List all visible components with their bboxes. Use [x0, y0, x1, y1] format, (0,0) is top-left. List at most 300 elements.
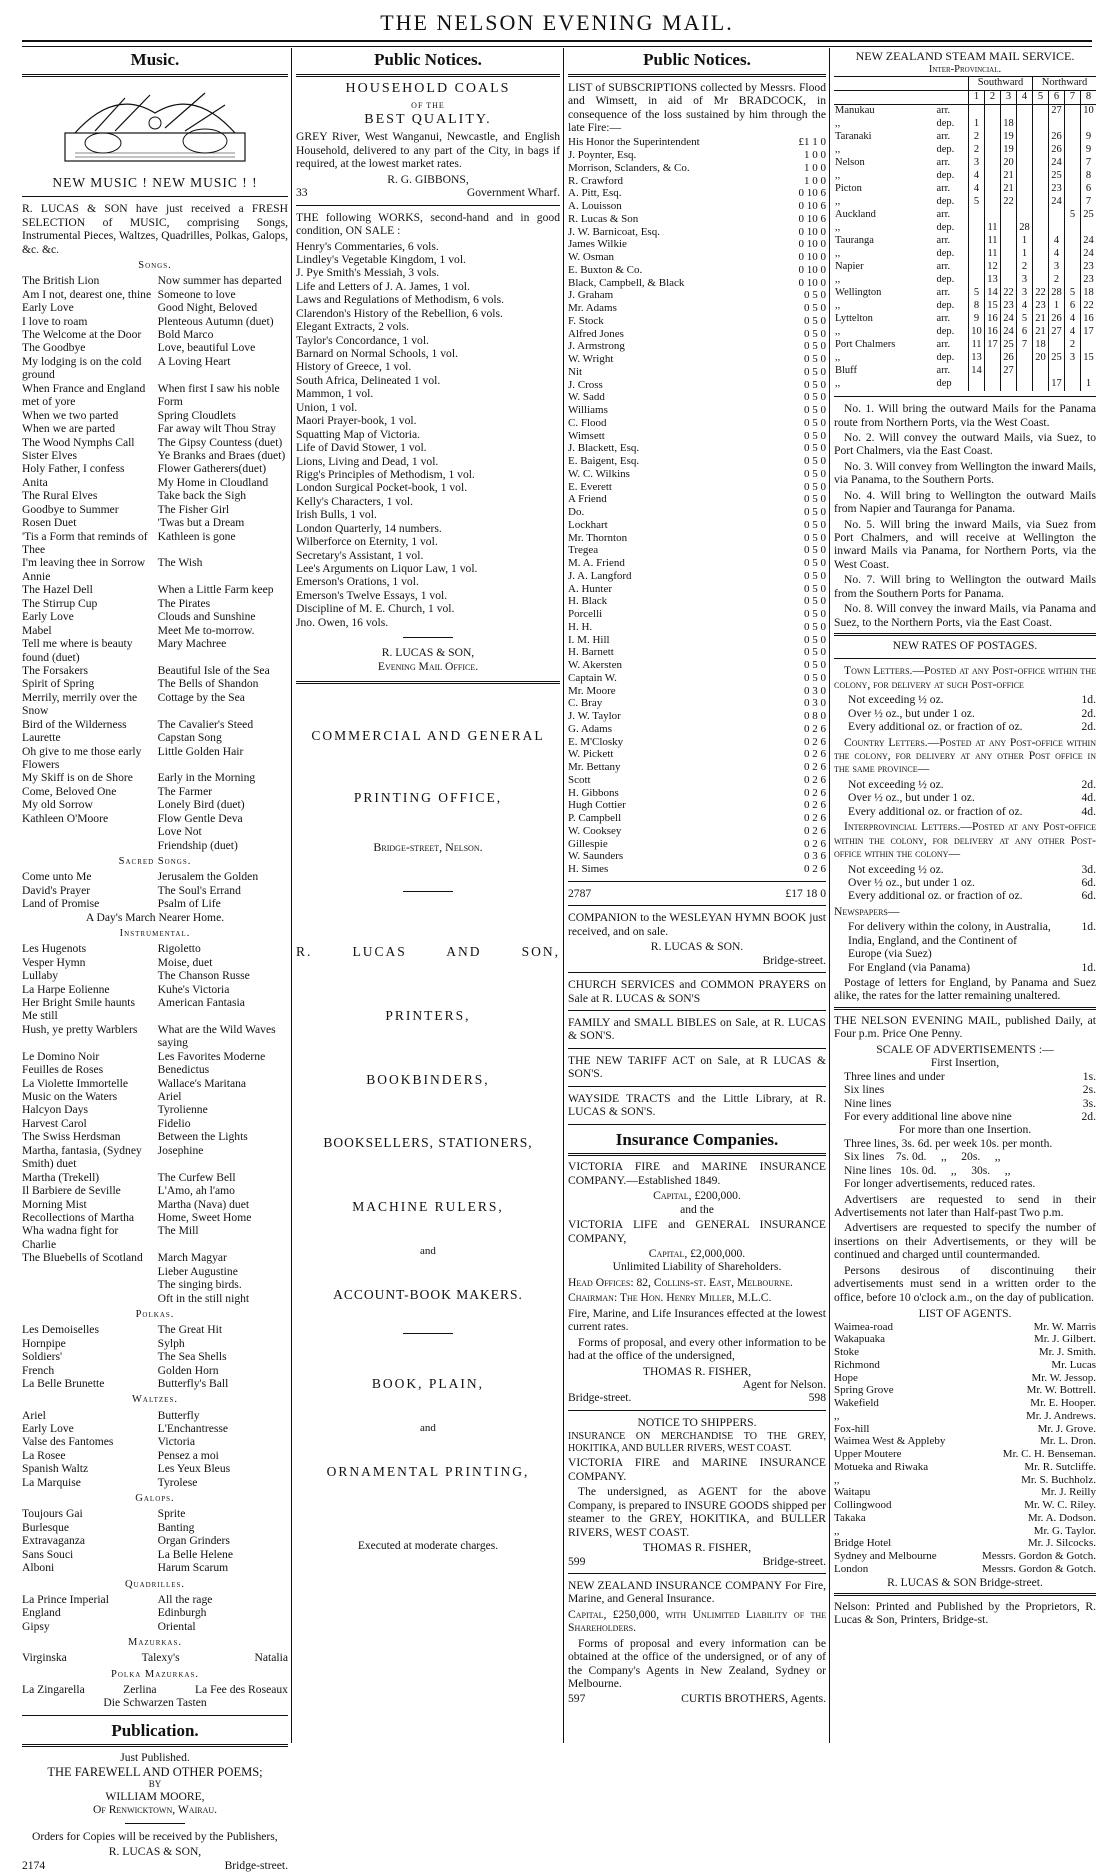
music-title: Love, beautiful Love — [157, 341, 256, 355]
subscriber-name: Mr. Thornton — [568, 531, 628, 544]
shippers-subtitle: INSURANCE ON MERCHANDISE TO THE GREY, HOKITIKA, AND BULLER RIVERS, WEST COAST. — [568, 1431, 826, 1454]
music-title: 'Tis a Form that reminds of Thee — [22, 529, 148, 557]
subscription-amount: 0 5 0 — [804, 416, 826, 429]
subscriber-name: A. Hunter — [568, 582, 612, 595]
mail-row — [834, 313, 1096, 326]
music-row — [22, 870, 288, 883]
mail-row — [834, 261, 1096, 274]
companion-sign: R. LUCAS & SON. — [650, 940, 744, 954]
music-row — [22, 1265, 288, 1278]
section-heading-public-notices-2: Public Notices. — [643, 50, 751, 69]
subscriber-name: Black, Campbell, & Black — [568, 276, 685, 289]
mail-port: Picton — [835, 183, 862, 195]
subscription-row — [568, 659, 826, 672]
mail-day: 4 — [1049, 248, 1065, 261]
music-title: Kathleen O'Moore — [22, 811, 109, 825]
rate-value: 2d. — [1081, 706, 1096, 720]
work-item: Wilberforce on Eternity, 1 vol. — [296, 535, 438, 549]
mail-day — [1065, 248, 1081, 261]
ad-rate — [844, 1070, 1096, 1083]
subscription-row — [568, 595, 826, 608]
music-title: Home, Sweet Home — [157, 1210, 252, 1224]
music-title: Banting — [157, 1520, 195, 1534]
mail-port: Port Chalmers — [835, 339, 896, 351]
mail-day — [1033, 170, 1049, 183]
subscription-row — [568, 366, 826, 379]
music-row — [22, 1476, 288, 1489]
mail-row — [834, 118, 1096, 131]
mail-day: 1 — [1017, 248, 1033, 261]
mail-day: 9 — [1081, 144, 1097, 157]
music-title: La Zingarella — [22, 1682, 85, 1696]
coals-footer: 33 Government Wharf. — [296, 186, 560, 200]
music-row — [22, 328, 288, 341]
mail-port: Napier — [835, 261, 864, 273]
music-title: Rigoletto — [157, 942, 201, 956]
postage-rate — [848, 693, 1096, 706]
subscription-amount: 0 5 0 — [804, 544, 826, 557]
rate-label: Takaka — [834, 1511, 866, 1524]
column-divider — [563, 48, 564, 1743]
mail-day: 5 — [969, 196, 985, 209]
music-row — [22, 382, 288, 409]
subscription-amount: 0 5 0 — [804, 659, 826, 672]
subscription-amount: 0 5 0 — [804, 429, 826, 442]
ad-rate — [844, 1083, 1096, 1096]
music-row — [22, 422, 288, 435]
mail-day — [985, 157, 1001, 170]
music-row — [22, 1683, 288, 1696]
mail-day: 22 — [1033, 287, 1049, 300]
subscriber-name: Scott — [568, 773, 591, 786]
column-divider — [291, 48, 292, 1743]
music-row — [22, 1050, 288, 1063]
agent-row — [834, 1423, 1096, 1436]
mail-day — [1017, 352, 1033, 365]
music-title: Ariel — [22, 1408, 46, 1422]
music-title: La Belle Brunette — [22, 1376, 105, 1390]
music-row — [22, 884, 288, 897]
music-title: My lodging is on the cold ground — [22, 354, 142, 382]
subscriber-name: James Wilkie — [568, 238, 627, 251]
music-title: The Swiss Herdsman — [22, 1130, 121, 1144]
mail-arr-dep: arr. — [936, 105, 951, 117]
music-title: Early Love — [22, 1421, 74, 1435]
rate-value: 4d. — [1081, 804, 1096, 818]
mail-day — [985, 183, 1001, 196]
mail-day — [969, 378, 985, 391]
subscription-row — [568, 468, 826, 481]
mail-day — [1065, 105, 1081, 119]
mail-day: 26 — [1049, 144, 1065, 157]
mail-note: No. 3. Will convey from Wellington the inward Mails, via Panama, to the Southern Ports. — [834, 459, 1096, 487]
section-heading-publication: Publication. — [111, 1720, 199, 1740]
poems-author: WILLIAM MOORE, — [105, 1789, 205, 1803]
subscriptions-total: 2787 £17 18 0 — [568, 886, 826, 900]
coals-of: OF THE — [411, 100, 445, 110]
mail-day: 16 — [1081, 313, 1097, 326]
music-title: Spring Cloudlets — [157, 408, 236, 422]
subscription-row — [568, 277, 826, 290]
insurance-agent-role: Agent for Nelson. — [742, 1377, 826, 1391]
subscription-row — [568, 557, 826, 570]
mail-day: 24 — [1049, 157, 1065, 170]
tariff-notice: THE NEW TARIFF ACT on Sale, at R LUCAS & SON'S. — [568, 1053, 826, 1081]
work-item: Lions, Living and Dead, 1 vol. — [296, 454, 439, 468]
interprovincial-letters: Interprovincial Letters.—Posted at any Post-office within the colony, for delivery at any other Post-office within the colony— — [834, 820, 1096, 861]
agent-row — [834, 1384, 1096, 1397]
subscriber-name: Porcelli — [568, 608, 603, 621]
subscriber-name: A. Pitt, Esq. — [568, 187, 622, 200]
music-title: Capstan Song — [157, 731, 222, 745]
rate-value: 1d. — [1081, 693, 1096, 707]
music-row — [22, 1606, 288, 1619]
mail-day: 23 — [1081, 261, 1097, 274]
music-title: Butterfly's Ball — [157, 1376, 229, 1390]
mail-day: 7 — [1081, 196, 1097, 209]
subscription-row — [568, 315, 826, 328]
poems-footer: 2174 Bridge-street. — [22, 1858, 288, 1872]
music-title: The Farmer — [157, 784, 213, 798]
mail-day — [985, 378, 1001, 391]
music-row — [22, 1422, 288, 1435]
music-row — [22, 731, 288, 744]
music-title: Les Hugenots — [22, 942, 87, 956]
mail-day: 12 — [985, 261, 1001, 274]
mail-port: ,, — [835, 170, 841, 182]
music-title: Ariel — [157, 1090, 182, 1104]
work-item: Union, 1 vol. — [296, 400, 358, 414]
subscription-amount: 0 5 0 — [804, 391, 826, 404]
music-title: Love Not — [157, 825, 202, 839]
agent-row — [834, 1448, 1096, 1461]
subscription-row — [568, 583, 826, 596]
work-item: Lee's Arguments on Liquor Law, 1 vol. — [296, 562, 478, 576]
subscription-row — [568, 213, 826, 226]
mail-day — [1065, 196, 1081, 209]
music-title: Early Love — [22, 301, 74, 315]
agent-row — [834, 1550, 1096, 1563]
work-item: Squatting Map of Victoria. — [296, 427, 421, 441]
rate-value: Mr. W. Bottrell. — [1026, 1384, 1096, 1397]
subscription-row — [568, 723, 826, 736]
mail-day — [1049, 209, 1065, 222]
rate-label: Stoke — [834, 1346, 860, 1359]
mail-day: 18 — [1001, 118, 1017, 131]
subscription-amount: 0 10 0 — [798, 238, 826, 251]
mail-column-number: 5 — [1033, 91, 1049, 105]
music-title: The singing birds. — [157, 1278, 242, 1292]
mail-port: ,, — [835, 352, 841, 364]
music-row — [22, 1224, 288, 1251]
printing-line: BOOKSELLERS, STATIONERS, — [323, 1135, 533, 1151]
rate-value: Mr. R. Sutcliffe. — [1024, 1460, 1096, 1473]
music-title: The Bells of Shandon — [157, 677, 259, 691]
scale-title: SCALE OF ADVERTISEMENTS :— — [876, 1042, 1054, 1056]
coals-subtitle: BEST QUALITY. — [364, 112, 492, 128]
subscription-amount: 0 2 6 — [804, 799, 826, 812]
subscription-row — [568, 506, 826, 519]
insurance-rates: Fire, Marine, and Life Insurances effected at the lowest current rates. — [568, 1306, 826, 1334]
mail-day: 18 — [1033, 339, 1049, 352]
subscription-row — [568, 493, 826, 506]
music-row — [22, 1103, 288, 1116]
music-row — [22, 637, 288, 664]
subscriptions-intro: LIST of SUBSCRIPTIONS collected by Messrs. Flood and Wimsett, in aid of Mr BRADCOCK, in consequence of the loss sustained by him through the late Fire:— — [568, 80, 826, 135]
rate-value: 2d. — [1081, 1109, 1096, 1123]
subscription-amount: 0 2 6 — [804, 837, 826, 850]
music-title: Land of Promise — [22, 897, 100, 911]
music-row — [22, 1651, 288, 1664]
agent-row — [834, 1461, 1096, 1474]
mail-day: 3 — [1017, 274, 1033, 287]
music-title: Spanish Waltz — [22, 1462, 89, 1476]
music-row — [22, 691, 288, 718]
coals-title: HOUSEHOLD COALS — [345, 80, 511, 96]
mail-day: 27 — [1049, 326, 1065, 339]
subscription-row — [568, 251, 826, 264]
mail-port: ,, — [835, 118, 841, 130]
subscription-amount: 0 2 6 — [804, 748, 826, 761]
mail-day — [1001, 248, 1017, 261]
work-item: Life of David Stower, 1 vol. — [296, 441, 427, 455]
mail-day — [1049, 339, 1065, 352]
subscription-amount: 0 10 6 — [798, 212, 826, 225]
music-title: My Home in Cloudland — [157, 475, 269, 489]
mail-day: 4 — [1065, 326, 1081, 339]
shippers-company: VICTORIA FIRE and MARINE INSURANCE COMPANY. — [568, 1456, 826, 1483]
music-title: Someone to love — [157, 287, 236, 301]
subscriber-name: J. Poynter, Esq. — [568, 149, 637, 162]
subscriber-name: Alfred Jones — [568, 327, 624, 340]
music-title: Goodbye to Summer — [22, 502, 119, 516]
music-row — [22, 476, 288, 489]
advertisers-note-2: Advertisers are requested to specify the number of insertions on their Advertisements, or they will be continued and charged until countermanded. — [834, 1221, 1096, 1262]
mail-row — [834, 378, 1096, 391]
subscription-row — [568, 570, 826, 583]
mail-row — [834, 183, 1096, 196]
subscription-amount: 0 5 0 — [804, 327, 826, 340]
mail-day — [1081, 222, 1097, 235]
music-title: La Prince Imperial — [22, 1592, 109, 1606]
subscription-row — [568, 226, 826, 239]
mail-arr-dep: dep. — [936, 300, 955, 312]
mail-arr-dep: arr. — [936, 261, 951, 273]
subscription-row — [568, 328, 826, 341]
mail-day: 10 — [969, 326, 985, 339]
rate-label: Fox-hill — [834, 1422, 870, 1435]
subscription-amount: 0 5 0 — [804, 493, 826, 506]
rate-label: Over ½ oz., but under 1 oz. — [848, 706, 975, 720]
music-row — [22, 1337, 288, 1350]
music-row — [22, 785, 288, 798]
mail-day — [1017, 105, 1033, 119]
music-title: A Loving Heart — [157, 354, 231, 368]
agent-row — [834, 1512, 1096, 1525]
music-title: Harvest Carol — [22, 1116, 87, 1130]
subscriber-name: J. A. Langford — [568, 569, 632, 582]
poems-place: Of Renwicktown, Wairau. — [92, 1803, 218, 1817]
steam-mail-title: NEW ZEALAND STEAM MAIL SERVICE. — [855, 49, 1075, 63]
subscriber-name: J. W. Barnicoat, Esq. — [568, 225, 660, 238]
music-title: The Bluebells of Scotland — [22, 1251, 143, 1265]
mail-day: 16 — [985, 313, 1001, 326]
town-letters: Town Letters.—Posted at any Post-office within the colony, for delivery at such Post-office — [834, 664, 1096, 691]
mail-day — [985, 196, 1001, 209]
rate-value: Mr. A. Dodson. — [1027, 1511, 1096, 1524]
music-row — [22, 274, 288, 287]
music-title: Between the Lights — [157, 1130, 248, 1144]
subscriber-name: W. C. Wilkins — [568, 467, 630, 480]
printing-line: PRINTING OFFICE, — [353, 789, 503, 805]
music-row — [22, 1292, 288, 1305]
mail-day — [1033, 222, 1049, 235]
subscription-row — [568, 379, 826, 392]
mail-day: 2 — [969, 144, 985, 157]
mail-day: 9 — [969, 313, 985, 326]
music-title: Lonely Bird (duet) — [157, 798, 245, 812]
music-row — [22, 983, 288, 996]
mail-day — [1033, 235, 1049, 248]
music-title: Mary Machree — [157, 637, 227, 651]
agent-row — [834, 1333, 1096, 1346]
subscription-row — [568, 200, 826, 213]
mail-day: 24 — [1001, 313, 1017, 326]
music-title: Morning Mist — [22, 1197, 87, 1211]
music-title: Friendship (duet) — [157, 838, 238, 852]
work-item: Kelly's Characters, 1 vol. — [296, 494, 414, 508]
music-title: Come, Beloved One — [22, 784, 117, 798]
subscription-amount: 0 5 0 — [804, 620, 826, 633]
mail-day: 22 — [1001, 287, 1017, 300]
subscriber-name: Williams — [568, 404, 608, 417]
music-row — [22, 1377, 288, 1390]
mail-day — [1081, 339, 1097, 352]
work-item: Secretary's Assistant, 1 vol. — [296, 548, 424, 562]
mail-day — [1065, 274, 1081, 287]
music-instruments-illustration — [55, 83, 255, 169]
music-section-title: Polkas. — [135, 1309, 175, 1321]
subscription-row — [568, 697, 826, 710]
subscription-row — [568, 187, 826, 200]
subscriber-name: Mr. Adams — [568, 302, 617, 315]
mail-column-number: 8 — [1081, 91, 1097, 105]
mail-day: 7 — [1081, 157, 1097, 170]
rate-label: Wakefield — [834, 1397, 879, 1410]
work-item: Rigg's Principles of Methodism, 1 vol. — [296, 467, 475, 481]
subscription-amount: 0 2 6 — [804, 722, 826, 735]
music-row — [22, 1211, 288, 1224]
rate-label: Three lines and under — [844, 1069, 945, 1083]
works-intro: THE following WORKS, second-hand and in good condition, ON SALE : — [296, 210, 560, 238]
agent-row — [834, 1499, 1096, 1512]
coals-name: R. G. GIBBONS, — [387, 172, 469, 186]
music-title: Burlesque — [22, 1520, 70, 1534]
subscription-amount: 0 8 0 — [804, 710, 826, 723]
mail-day — [1065, 261, 1081, 274]
subscription-amount: 0 2 6 — [804, 824, 826, 837]
music-row — [22, 1171, 288, 1184]
music-title: The Forsakers — [22, 663, 89, 677]
rate-value: 2s. — [1082, 1083, 1096, 1097]
more-insertions: For more than one Insertion. — [898, 1123, 1032, 1137]
subscriber-name: P. Campbell — [568, 812, 622, 825]
music-row — [22, 1364, 288, 1377]
subscription-amount: 0 3 0 — [804, 697, 826, 710]
work-item: Henry's Commentaries, 6 vols. — [296, 239, 439, 253]
music-row — [22, 942, 288, 955]
mail-day — [1065, 183, 1081, 196]
works-office: Evening Mail Office. — [377, 659, 479, 673]
ad-rate — [844, 1097, 1096, 1110]
mail-note: No. 1. Will bring the outward Mails for the Panama route from Northern Ports, via the West Coast. — [834, 402, 1096, 429]
subscription-amount: 0 5 0 — [804, 340, 826, 353]
music-row — [22, 516, 288, 529]
family-bibles-notice: FAMILY and SMALL BIBLES on Sale, at R. LUCAS & SON'S. — [568, 1016, 826, 1043]
subscriber-name: E. Buxton & Co. — [568, 263, 643, 276]
printing-line: ORNAMENTAL PRINTING, — [326, 1464, 530, 1480]
music-title: Tyrolese — [157, 1475, 198, 1489]
music-title — [22, 825, 152, 838]
music-title: Psalm of Life — [157, 897, 221, 911]
mail-note: No. 8. Will convey the inward Mails, via Panama and Suez, to the Northern Ports, via the East Coast. — [834, 602, 1096, 629]
music-title: The Chanson Russe — [157, 969, 250, 983]
mail-day: 20 — [1033, 352, 1049, 365]
rate-value: Mr. L. Dron. — [1040, 1435, 1096, 1448]
rate-value: Mr. J. Andrews. — [1026, 1409, 1096, 1422]
music-section-title: Galops. — [135, 1493, 175, 1505]
subscriber-name: H. Simes — [568, 863, 609, 876]
mail-day — [1001, 222, 1017, 235]
work-item: Emerson's Orations, 1 vol. — [296, 575, 419, 589]
subscription-row — [568, 825, 826, 838]
mail-port: ,, — [835, 300, 841, 312]
music-title: Am I not, dearest one, thine — [22, 287, 152, 301]
mail-day: 24 — [1049, 196, 1065, 209]
mail-day — [1065, 131, 1081, 144]
masthead-title: THE NELSON EVENING MAIL. — [380, 10, 734, 35]
music-title: My old Sorrow — [22, 798, 93, 812]
music-row — [22, 1090, 288, 1103]
rate-value: 2d. — [1081, 777, 1096, 791]
mail-port: ,, — [835, 222, 841, 234]
rate-label: Bridge Hotel — [834, 1537, 892, 1550]
mail-day: 19 — [1001, 131, 1017, 144]
music-title: The Welcome at the Door — [22, 328, 142, 342]
subscriber-name: W. Wright — [568, 353, 614, 366]
victoria-and: and the — [680, 1202, 714, 1216]
mail-day: 6 — [1081, 183, 1097, 196]
music-row — [22, 1548, 288, 1561]
music-title: Early Love — [22, 610, 74, 624]
music-title: The Pirates — [157, 596, 211, 610]
subscriber-name: His Honor the Superintendent — [568, 136, 700, 149]
mail-arr-dep: dep. — [936, 352, 955, 364]
rate-value: Mr. E. Hooper. — [1030, 1397, 1096, 1410]
subscription-row — [568, 289, 826, 302]
mail-day: 19 — [1001, 144, 1017, 157]
postage-rate — [848, 889, 1096, 902]
mail-row — [834, 352, 1096, 365]
mail-day — [1017, 157, 1033, 170]
subscription-amount: 0 10 0 — [798, 263, 826, 276]
music-title: The Great Hit — [157, 1323, 223, 1337]
mail-port: ,, — [835, 326, 841, 338]
subscription-row — [568, 621, 826, 634]
mail-arr-dep: dep. — [936, 326, 955, 338]
music-title: The Cavalier's Steed — [157, 717, 254, 731]
mail-port: ,, — [835, 378, 841, 390]
